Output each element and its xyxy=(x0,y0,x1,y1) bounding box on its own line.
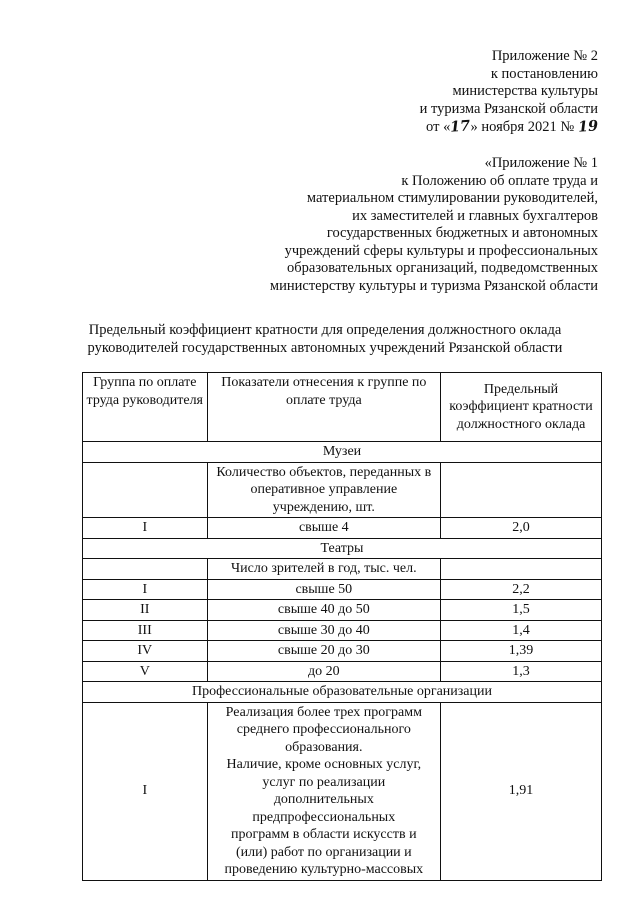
appendix-2-line: Приложение № 2 xyxy=(491,48,598,64)
value-cell: свыше 50 xyxy=(207,579,441,600)
prof-edu-line: проведению культурно-массовых xyxy=(224,862,424,877)
group-cell: III xyxy=(83,620,208,641)
appendix-2-line: министерства культуры xyxy=(452,83,598,99)
section-row xyxy=(83,442,602,463)
header-coef: Предельный коэффициент кратности должностного оклада xyxy=(441,373,602,442)
document-title xyxy=(60,321,590,357)
indicator-row xyxy=(83,559,602,580)
appendix-1-header xyxy=(270,155,598,295)
handwritten-day: 17 xyxy=(449,117,472,136)
appendix-2-line: и туризма Рязанской области xyxy=(419,100,598,117)
group-cell: I xyxy=(83,702,208,880)
appendix-1-line: их заместителей и главных бухгалтеров xyxy=(352,207,598,224)
prof-edu-indicator xyxy=(207,702,441,880)
section-row xyxy=(83,538,602,559)
theatres-indicator: Число зрителей в год, тыс. чел. xyxy=(207,559,441,580)
prof-edu-line: среднего профессионального xyxy=(236,722,411,737)
prof-edu-line: программ в области искусств и xyxy=(231,827,417,842)
group-cell: I xyxy=(83,579,208,600)
group-cell: IV xyxy=(83,641,208,662)
title-line-1: Предельный коэффициент кратности для определения должностного оклада xyxy=(88,322,562,338)
table-row xyxy=(83,518,602,539)
table-row xyxy=(83,620,602,641)
prof-edu-line: Реализация более трех программ xyxy=(225,704,422,720)
handwritten-number: 19 xyxy=(577,117,599,136)
value-cell: свыше 30 до 40 xyxy=(207,620,441,641)
coef-cell: 2,0 xyxy=(441,518,602,539)
prof-edu-line: (или) работ по организации и xyxy=(235,844,412,860)
section-theatres: Театры xyxy=(83,538,602,559)
empty-cell xyxy=(441,559,602,580)
appendix-1-line: образовательных организаций, подведомственных xyxy=(287,260,598,276)
header-indicator: Показатели отнесения к группе по оплате труда xyxy=(207,373,441,442)
table-row xyxy=(83,702,602,880)
value-cell: до 20 xyxy=(207,661,441,682)
appendix-1-line: к Положению об оплате труда и xyxy=(401,172,598,189)
group-cell: I xyxy=(83,518,208,539)
appendix-1-line: государственных бюджетных и автономных xyxy=(326,225,598,241)
coef-cell: 1,3 xyxy=(441,661,602,682)
table-row xyxy=(83,661,602,682)
prof-edu-line: образования. xyxy=(285,739,363,755)
empty-cell xyxy=(441,462,602,518)
table-header-row xyxy=(83,373,602,442)
appendix-2-line: к постановлению xyxy=(490,65,598,82)
appendix-2-date-line xyxy=(420,118,598,137)
value-cell: свыше 4 xyxy=(207,518,441,539)
header-group: Группа по оплате труда руководителя xyxy=(83,373,208,442)
value-cell: свыше 20 до 30 xyxy=(207,641,441,662)
empty-cell xyxy=(83,462,208,518)
indicator-row xyxy=(83,462,602,518)
table-row xyxy=(83,579,602,600)
appendix-1-line: материальном стимулировании руководителей, xyxy=(306,190,598,206)
table-row xyxy=(83,600,602,621)
prof-edu-line: дополнительных xyxy=(273,792,374,807)
group-cell: II xyxy=(83,600,208,621)
coefficient-table xyxy=(82,372,602,881)
appendix-2-header xyxy=(420,48,598,137)
coef-cell: 1,39 xyxy=(441,641,602,662)
value-cell: свыше 40 до 50 xyxy=(207,600,441,621)
appendix-1-line: министерству культуры и туризма Рязанской области xyxy=(269,277,598,294)
date-prefix: от « xyxy=(426,119,451,135)
table-row xyxy=(83,641,602,662)
coef-cell: 2,2 xyxy=(441,579,602,600)
date-suffix: » ноября 2021 № xyxy=(470,119,575,135)
empty-cell xyxy=(83,559,208,580)
museums-indicator: Количество объектов, переданных в оперативное управление учреждению, шт. xyxy=(207,462,441,518)
title-line-2: руководителей государственных автономных учреждений Рязанской области xyxy=(87,340,563,356)
coef-cell: 1,91 xyxy=(441,702,602,880)
appendix-1-line: учреждений сферы культуры и профессиональных xyxy=(284,242,598,259)
section-prof-edu: Профессиональные образовательные организации xyxy=(83,682,602,703)
prof-edu-line: услуг по реализации xyxy=(262,774,386,790)
appendix-1-line: «Приложение № 1 xyxy=(484,155,598,171)
section-row xyxy=(83,682,602,703)
coef-cell: 1,4 xyxy=(441,620,602,641)
group-cell: V xyxy=(83,661,208,682)
coef-cell: 1,5 xyxy=(441,600,602,621)
prof-edu-line: Наличие, кроме основных услуг, xyxy=(226,757,422,772)
section-museums: Музеи xyxy=(83,442,602,463)
prof-edu-line: предпрофессиональных xyxy=(252,809,396,825)
